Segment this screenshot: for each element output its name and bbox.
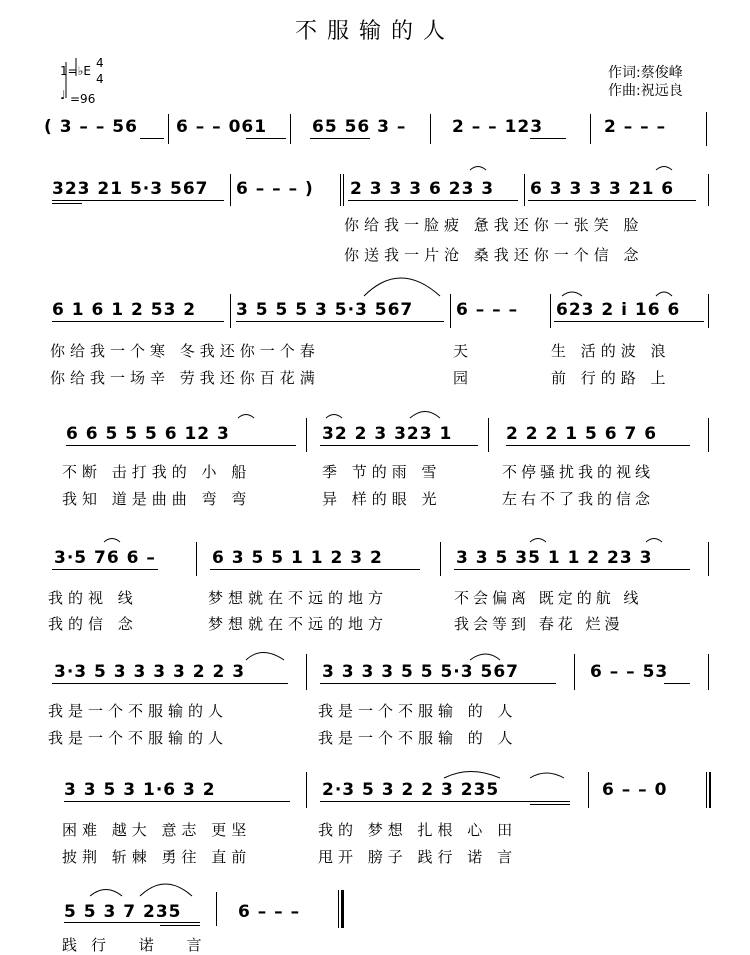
lyric-line: 园: [453, 369, 474, 387]
lyric-line: 季 节的雨 雪: [322, 463, 442, 481]
slur: [444, 772, 500, 779]
slur: [656, 167, 672, 171]
measure: 6 3 3 3 3 21 6: [530, 179, 675, 199]
lyric-line: 你给我一个寒 冬我还你一个春: [50, 342, 320, 360]
lyric-line: 披荆 斩棘 勇往 直前: [62, 848, 252, 866]
lyric-line: 异 样的眼 光: [322, 490, 442, 508]
lyric-line: 我是一个不服输 的 人: [318, 729, 518, 747]
slur: [470, 654, 500, 660]
measure: 6 – – –: [456, 300, 519, 320]
measure: 2·3 5 3 2 2 3 235: [322, 780, 500, 800]
measure: 3·5 76 6 –: [54, 548, 156, 568]
measure: 323 21 5·3 567: [52, 179, 209, 199]
slur: [140, 884, 192, 896]
lyric-line: 我的视 线: [48, 589, 138, 607]
lyric-line: 生 活的波 浪: [551, 342, 671, 360]
slur: [530, 773, 564, 778]
lyric-line: 左右不了我的信念: [502, 490, 655, 508]
lyric-line: 我的 梦想 扎根 心 田: [318, 821, 518, 839]
slur: [90, 890, 122, 897]
composer-credit: 作曲:祝远良: [608, 83, 683, 99]
lyric-line: 我的信 念: [48, 615, 138, 633]
lyric-line: 你送我一片沧 桑我还你一个信 念: [344, 246, 644, 264]
measure: 65 56 3 –: [312, 117, 407, 137]
slur: [246, 653, 284, 661]
tempo-marking: =96: [70, 92, 96, 106]
slur: [646, 539, 662, 543]
measure: 3·3 5 3 3 3 3 2 2 3: [54, 662, 246, 682]
time-signature-bottom: 4: [96, 72, 104, 86]
song-title: 不服输的人: [294, 19, 455, 44]
lyric-line: 不断 击打我的 小 船: [62, 463, 252, 481]
measure: 6 – – –: [238, 902, 301, 922]
measure: 3 5 5 5 3 5·3 567: [236, 300, 414, 320]
lyric-line: 天: [453, 342, 474, 360]
lyric-line: 我是一个不服输的人: [48, 729, 229, 747]
key-signature: 1=♭E: [60, 64, 91, 78]
lyric-line: 前 行的路 上: [551, 369, 671, 387]
measure: 6 1 6 1 2 53 2: [52, 300, 197, 320]
lyric-line: 你给我一场辛 劳我还你百花满: [50, 369, 320, 387]
measure: 2 3 3 3 6 23 3: [350, 179, 495, 199]
slur: [656, 292, 672, 296]
measure: 6 – – – ): [236, 179, 314, 199]
tempo-note-icon: ♩: [60, 88, 66, 102]
slur: [104, 539, 120, 543]
lyric-line: 践行 诺 言: [62, 936, 216, 954]
measure: 6 – – 53: [590, 662, 669, 682]
measure: ( 3 – – 56: [44, 117, 138, 137]
lyric-line: 我是一个不服输 的 人: [318, 702, 518, 720]
lyric-line: 我是一个不服输的人: [48, 702, 229, 720]
measure: 2 2 2 1 5 6 7 6: [506, 424, 658, 444]
measure: 6 – – 0: [602, 780, 668, 800]
slur: [238, 415, 254, 419]
measure: 6 6 5 5 5 6 12 3: [66, 424, 230, 444]
time-signature-top: 4: [96, 56, 104, 70]
lyric-line: 不会偏离 既定的航 线: [454, 589, 643, 607]
lyric-line: 我会等到 春花 烂漫: [454, 615, 624, 633]
lyric-line: 不停骚扰我的视线: [502, 463, 655, 481]
measure: 2 – – –: [604, 117, 667, 137]
measure: 2 – – 123: [452, 117, 544, 137]
lyric-line: 梦想就在不远的地方: [208, 589, 389, 607]
slur: [410, 412, 440, 419]
lyricist-credit: 作词:蔡俊峰: [608, 65, 683, 81]
measure: 3 3 5 35 1 1 2 23 3: [456, 548, 653, 568]
slur: [364, 278, 440, 296]
lyric-line: 梦想就在不远的地方: [208, 615, 389, 633]
lyric-line: 甩开 膀子 践行 诺 言: [318, 848, 518, 866]
slur: [470, 167, 486, 171]
measure: 3 3 5 3 1·6 3 2: [64, 780, 216, 800]
lyric-line: 你给我一脸疲 惫我还你一张笑 脸: [344, 216, 644, 234]
measure: 3 3 3 3 5 5 5·3 567: [322, 662, 520, 682]
slur: [326, 415, 342, 419]
slur: [530, 539, 546, 543]
measure: 6 – – 061: [176, 117, 268, 137]
lyric-line: 我知 道是曲曲 弯 弯: [62, 490, 252, 508]
measure: 32 2 3 323 1: [322, 424, 453, 444]
measure: 6 3 5 5 1 1 2 3 2: [212, 548, 383, 568]
slur: [562, 292, 582, 296]
measure: 5 5 3 7 235: [64, 902, 182, 922]
lyric-line: 困难 越大 意志 更坚: [62, 821, 252, 839]
measure: 623 2 i 16 6: [556, 300, 681, 320]
